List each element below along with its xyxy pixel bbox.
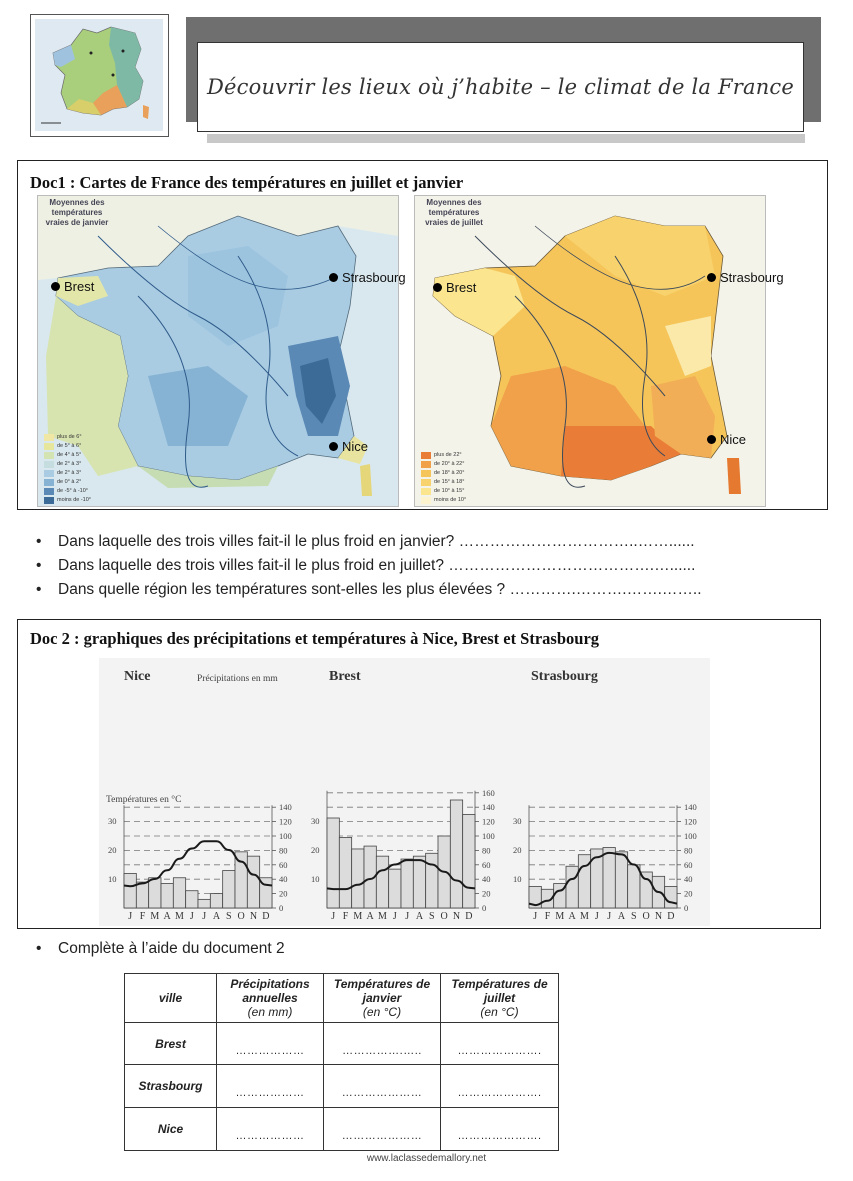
chart-title-nice: Nice: [124, 669, 151, 684]
precipitation-bar: [603, 848, 615, 908]
precipitation-bar: [186, 891, 198, 908]
answer-cell[interactable]: ………………: [217, 1023, 324, 1065]
month-label: M: [353, 911, 363, 922]
title-shadow: [207, 134, 805, 143]
precipitation-bar: [615, 852, 627, 908]
precipitation-bar: [223, 871, 235, 908]
y-right-tick-label: 140: [684, 802, 697, 813]
question-3: • Dans quelle région les températures sont-elles les plus élevées ? ………….……….…….……..: [36, 581, 702, 598]
y-right-tick-label: 40: [279, 874, 288, 885]
precipitation-bar: [640, 872, 652, 908]
city-dot-icon: [433, 283, 442, 292]
precipitation-bar: [376, 856, 388, 908]
question-1: • Dans laquelle des trois villes fait-il le plus froid en janvier? ……………………………..……......: [36, 533, 695, 550]
city-brest-jul: Brest: [433, 280, 476, 295]
legend-item: plus de 6°: [57, 434, 82, 440]
precipitation-bar: [566, 866, 578, 908]
answer-cell[interactable]: ………………….: [441, 1065, 559, 1108]
answer-cell[interactable]: ………………: [217, 1065, 324, 1108]
answer-cell[interactable]: ………………: [217, 1108, 324, 1151]
month-label: J: [128, 911, 133, 922]
y-left-tick-label: 20: [513, 845, 522, 855]
footer-url: www.laclassedemallory.net: [366, 1153, 487, 1164]
precipitation-bar: [426, 853, 438, 908]
answer-table: [124, 973, 559, 1151]
precipitation-bar: [628, 865, 640, 908]
y-right-tick-label: 100: [684, 831, 697, 841]
month-label: J: [392, 911, 397, 922]
legend-item: de 2° à 3°: [57, 461, 82, 467]
month-label: A: [415, 911, 424, 922]
temperature-axis-label: Températures en °C: [106, 795, 182, 805]
city-nice-jul: Nice: [707, 432, 746, 447]
month-label: J: [594, 911, 599, 922]
month-label: S: [226, 911, 232, 922]
map-july-caption: Moyennes des températures vraies de juillet: [425, 198, 483, 227]
y-right-tick-label: 40: [684, 874, 693, 885]
month-label: N: [654, 911, 663, 922]
precipitation-bar: [161, 884, 173, 908]
table-row: [125, 1023, 559, 1065]
map-july: [414, 195, 784, 507]
legend-item: moins de -10°: [57, 497, 91, 503]
climate-charts: [99, 658, 710, 926]
precipitation-bar: [389, 869, 401, 908]
month-label: O: [237, 911, 245, 922]
month-label: A: [212, 911, 221, 922]
y-left-tick-label: 10: [108, 874, 117, 884]
y-left-tick-label: 20: [311, 845, 320, 855]
map-january: [37, 195, 406, 507]
month-label: A: [568, 911, 576, 922]
precipitation-bar: [352, 849, 364, 908]
chart-title-brest: Brest: [329, 669, 361, 684]
y-right-tick-label: 0: [279, 903, 284, 913]
row-city: Brest: [125, 1023, 217, 1065]
map-january-legend: [57, 433, 91, 505]
legend-item: moins de 10°: [434, 497, 467, 503]
legend-item: de 15° à 18°: [434, 479, 465, 485]
y-left-tick-label: 30: [513, 816, 522, 826]
precipitation-axis-label: Précipitations en mm: [197, 674, 278, 684]
y-right-tick-label: 140: [482, 802, 495, 813]
month-label: M: [378, 911, 387, 922]
month-label: M: [150, 911, 160, 922]
month-label: A: [163, 911, 171, 922]
month-label: J: [405, 911, 410, 922]
y-right-tick-label: 0: [684, 903, 689, 913]
y-left-tick-label: 20: [108, 845, 117, 855]
month-label: N: [452, 911, 461, 922]
legend-item: plus de 22°: [434, 452, 462, 458]
precipitation-bar: [401, 859, 413, 908]
y-right-tick-label: 20: [279, 888, 288, 899]
header-temp-juillet: Températures de juillet (en °C): [441, 974, 559, 1023]
answer-cell[interactable]: …………………: [324, 1065, 441, 1108]
y-right-tick-label: 120: [279, 816, 292, 827]
france-climate-map-thumbnail: [30, 14, 169, 137]
doc1-panel: [17, 160, 828, 510]
answer-cell[interactable]: ………………….: [441, 1023, 559, 1065]
y-right-tick-label: 140: [279, 802, 292, 813]
city-dot-icon: [707, 435, 716, 444]
city-dot-icon: [707, 273, 716, 282]
month-label: S: [631, 911, 637, 922]
precipitation-bar: [198, 899, 210, 908]
precipitation-bar: [173, 878, 185, 908]
city-strasbourg-jul: Strasbourg: [707, 270, 784, 285]
y-left-tick-label: 30: [108, 816, 117, 826]
header-temp-janvier: Températures de janvier (en °C): [324, 974, 441, 1023]
month-label: F: [544, 911, 551, 922]
legend-item: de 4° à 5°: [57, 452, 82, 458]
precipitation-bar: [327, 818, 339, 908]
city-nice-jan: Nice: [329, 439, 368, 454]
month-label: S: [429, 911, 435, 922]
chart-title-strasbourg: Strasbourg: [531, 669, 598, 684]
bullet-icon: •: [36, 940, 42, 957]
city-brest-jan: Brest: [51, 279, 94, 294]
month-label: M: [175, 911, 184, 922]
legend-item: de 10° à 15°: [434, 488, 465, 494]
month-label: D: [262, 911, 270, 922]
map-july-legend: [434, 451, 466, 505]
precipitation-bar: [339, 837, 351, 908]
month-label: M: [580, 911, 589, 922]
row-city: Nice: [125, 1108, 217, 1151]
y-right-tick-label: 20: [684, 888, 693, 899]
answer-cell[interactable]: …………….…..: [324, 1023, 441, 1065]
month-label: N: [249, 911, 258, 922]
y-right-tick-label: 40: [482, 874, 491, 885]
month-label: O: [642, 911, 650, 922]
y-right-tick-label: 100: [279, 831, 292, 841]
month-label: D: [667, 911, 675, 922]
legend-item: de 2° à 3°: [57, 470, 82, 476]
month-label: J: [607, 911, 612, 922]
y-right-tick-label: 120: [482, 816, 495, 827]
y-left-tick-label: 10: [311, 874, 320, 884]
month-label: A: [617, 911, 626, 922]
month-label: D: [465, 911, 473, 922]
city-dot-icon: [51, 282, 60, 291]
y-right-tick-label: 60: [279, 859, 288, 870]
y-right-tick-label: 80: [684, 845, 693, 856]
month-label: A: [366, 911, 374, 922]
y-right-tick-label: 60: [684, 859, 693, 870]
page-title: Découvrir les lieux où j’habite – le climat de la France: [206, 75, 795, 99]
precipitation-bar: [450, 800, 462, 908]
row-city: Strasbourg: [125, 1065, 217, 1108]
bullet-icon: •: [36, 533, 42, 550]
title-frame: [197, 42, 804, 132]
month-label: J: [189, 911, 194, 922]
bullet-icon: •: [36, 581, 42, 598]
doc2-title: Doc 2 : graphiques des précipitations et températures à Nice, Brest et Strasbourg: [30, 629, 600, 648]
precipitation-bar: [149, 878, 161, 908]
y-right-tick-label: 0: [482, 903, 487, 913]
header-precipitations: Précipitations annuelles (en mm): [217, 974, 324, 1023]
legend-item: de 0° à 2°: [57, 479, 82, 485]
y-right-tick-label: 80: [279, 845, 288, 856]
month-label: O: [440, 911, 448, 922]
table-row: [125, 1065, 559, 1108]
exercise-instruction: • Complète à l’aide du document 2: [36, 940, 285, 957]
precipitation-bar: [124, 873, 136, 908]
y-right-tick-label: 120: [684, 816, 697, 827]
month-label: J: [202, 911, 207, 922]
precipitation-bar: [463, 814, 475, 908]
city-dot-icon: [329, 442, 338, 451]
answer-cell[interactable]: ………………….: [441, 1108, 559, 1151]
doc1-title: Doc1 : Cartes de France des températures en juillet et janvier: [30, 173, 464, 192]
precipitation-bar: [136, 882, 148, 908]
y-right-tick-label: 100: [482, 831, 495, 841]
legend-item: de 20° à 22°: [434, 461, 465, 467]
month-label: J: [533, 911, 538, 922]
legend-item: de -5° à -10°: [57, 488, 88, 494]
month-label: F: [139, 911, 146, 922]
legend-item: de 18° à 20°: [434, 470, 465, 476]
answer-cell[interactable]: …………………: [324, 1108, 441, 1151]
y-right-tick-label: 80: [482, 845, 491, 856]
city-dot-icon: [329, 273, 338, 282]
month-label: F: [342, 911, 349, 922]
y-left-tick-label: 10: [513, 874, 522, 884]
month-label: J: [331, 911, 336, 922]
legend-item: de 5° à 6°: [57, 443, 82, 449]
precipitation-bar: [665, 886, 677, 908]
city-strasbourg-jan: Strasbourg: [329, 270, 406, 285]
y-right-tick-label: 20: [482, 888, 491, 899]
bullet-icon: •: [36, 557, 42, 574]
map-january-caption: Moyennes des températures vraies de janvier: [45, 198, 109, 227]
table-row: [125, 1108, 559, 1151]
month-label: M: [555, 911, 565, 922]
y-right-tick-label: 60: [482, 859, 491, 870]
precipitation-bar: [210, 894, 222, 908]
y-right-tick-label: 160: [482, 787, 495, 798]
question-2: • Dans laquelle des trois villes fait-il le plus froid en juillet? ………………………………….…......: [36, 557, 696, 574]
climate-charts-svg: [99, 658, 710, 926]
precipitation-bar: [247, 856, 259, 908]
precipitation-bar: [413, 856, 425, 908]
header-ville: ville: [125, 974, 217, 1023]
y-left-tick-label: 30: [311, 816, 320, 826]
